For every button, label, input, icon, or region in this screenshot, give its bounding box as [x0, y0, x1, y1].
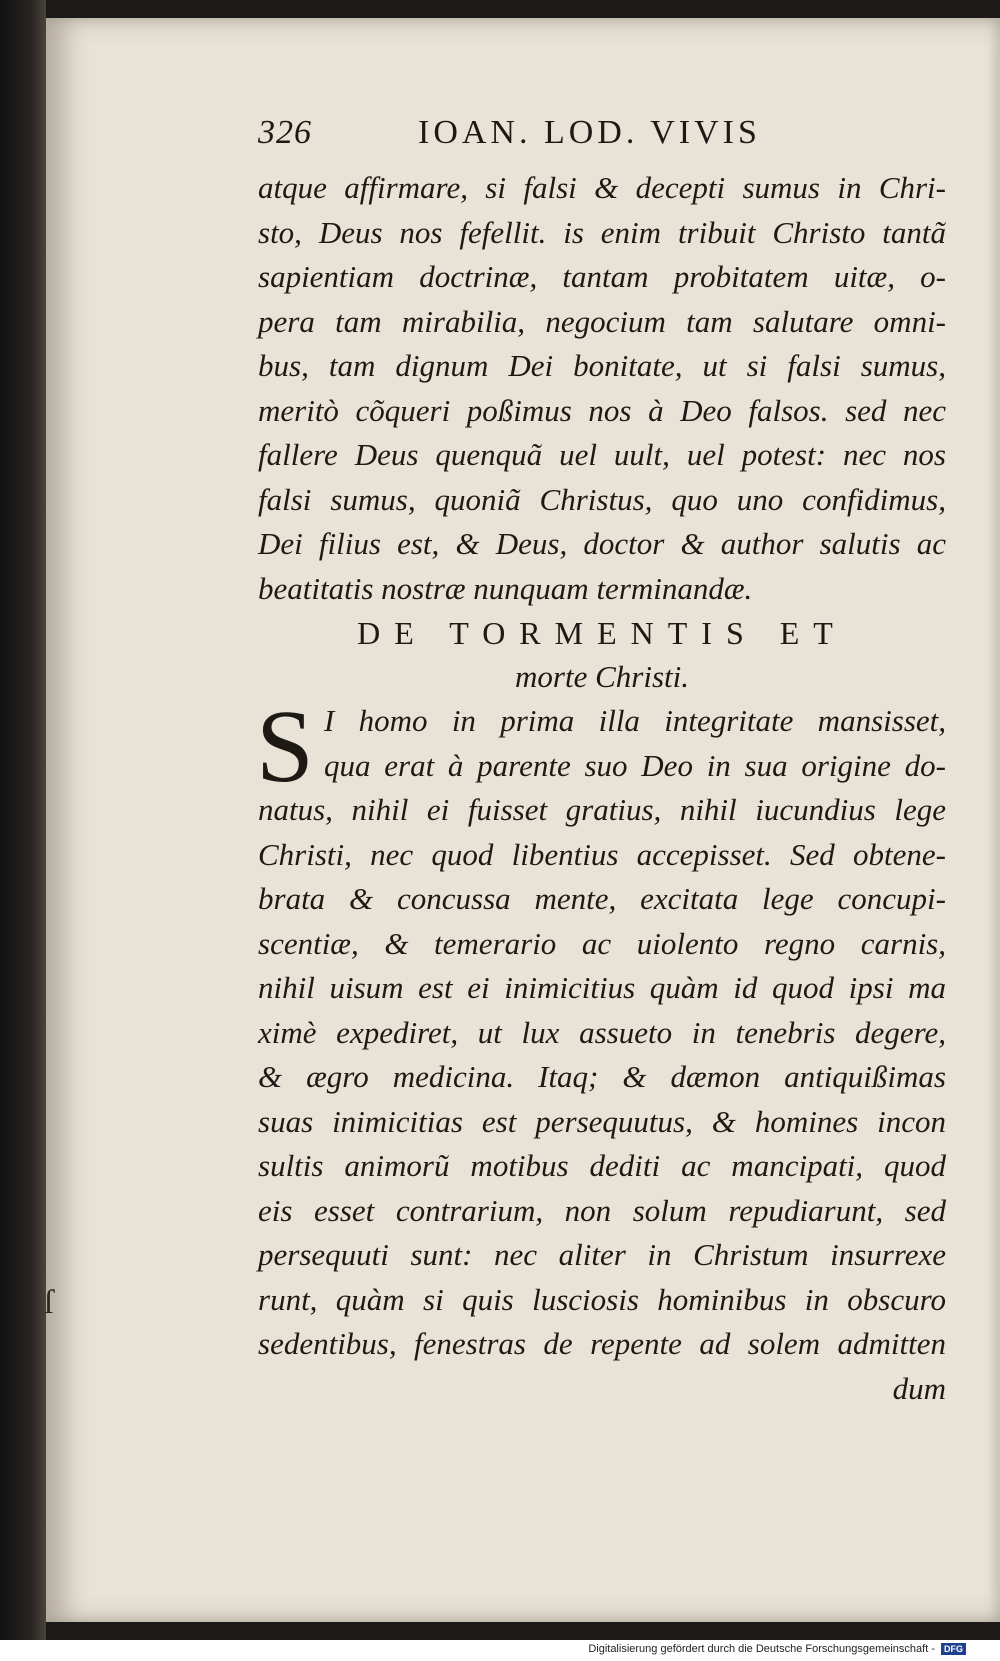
section-title: DE TORMENTIS ET: [357, 615, 847, 651]
text-block: [258, 108, 946, 1411]
paragraph-1: [258, 166, 946, 611]
drop-cap: S: [256, 689, 314, 804]
text-line: persequuti sunt: nec aliter in Christum insurrexe: [258, 1237, 946, 1272]
page-number: 326: [258, 114, 312, 151]
text-line: bus, tam dignum Dei bonitate, ut si falsi sumus,: [258, 348, 946, 383]
text-line: sapientiam doctrinæ, tantam probitatem uitæ, o-: [258, 259, 946, 294]
dfg-logo: DFG: [941, 1643, 966, 1655]
book-gutter-shadow: [0, 0, 46, 1640]
text-line: meritò cõqueri poßimus nos à Deo falsos. sed nec: [258, 392, 946, 428]
text-line: falsi sumus, quoniã Christus, quo uno confidimus,: [258, 481, 946, 517]
digitization-credit: [588, 1643, 966, 1655]
text-line: qua erat à parente suo Deo in sua origine do-: [324, 747, 946, 783]
text-line: eis esset contrarium, non solum repudiarunt, sed: [258, 1192, 946, 1228]
text-line: I homo in prima illa integritate mansisset,: [324, 703, 946, 738]
page-header: [258, 108, 946, 166]
text-line: sedentibus, fenestras de repente ad solem admitten: [258, 1326, 946, 1361]
text-line: suas inimicitias est persequutus, & homines incon: [258, 1103, 946, 1139]
running-head: IOAN. LOD. VIVIS: [418, 114, 761, 151]
text-line: scentiæ, & temerario ac uiolento regno carnis,: [258, 925, 946, 961]
text-line: sultis animorũ motibus dediti ac mancipati, quod: [258, 1148, 946, 1183]
text-line: Christi, nec quod libentius accepisset. Sed obtene-: [258, 836, 946, 872]
text-line: ximè expediret, ut lux assueto in tenebris degere,: [258, 1014, 946, 1050]
text-line: atque affirmare, si falsi & decepti sumus in Chri-: [258, 170, 946, 205]
text-line: runt, quàm si quis lusciosis hominibus in obscuro: [258, 1281, 946, 1317]
text-line: & ægro medicina. Itaq; & dæmon antiquißimas: [258, 1059, 946, 1094]
text-line: nihil uisum est ei inimicitius quàm id quod ipsi ma: [258, 970, 946, 1005]
text-line: beatitatis nostræ nunquam terminandæ.: [258, 570, 753, 606]
text-line: fallere Deus quenquã uel uult, uel potest: nec nos: [258, 437, 946, 472]
text-line: brata & concussa mente, excitata lege concupi-: [258, 881, 946, 916]
paragraph-2: [256, 689, 946, 1367]
credit-text: Digitalisierung gefördert durch die Deutsche Forschungsgemeinschaft -: [588, 1643, 935, 1655]
text-line: natus, nihil ei fuisset gratius, nihil iucundius lege: [258, 792, 946, 827]
text-line: pera tam mirabilia, negocium tam salutare omni-: [258, 303, 946, 339]
section-subtitle: morte Christi.: [515, 659, 689, 694]
text-line: Dei filius est, & Deus, doctor & author salutis ac: [258, 526, 946, 561]
text-line: sto, Deus nos fefellit. is enim tribuit Christo tantã: [258, 214, 946, 250]
catchword: dum: [892, 1370, 946, 1406]
margin-mark: ſ: [44, 1284, 54, 1321]
